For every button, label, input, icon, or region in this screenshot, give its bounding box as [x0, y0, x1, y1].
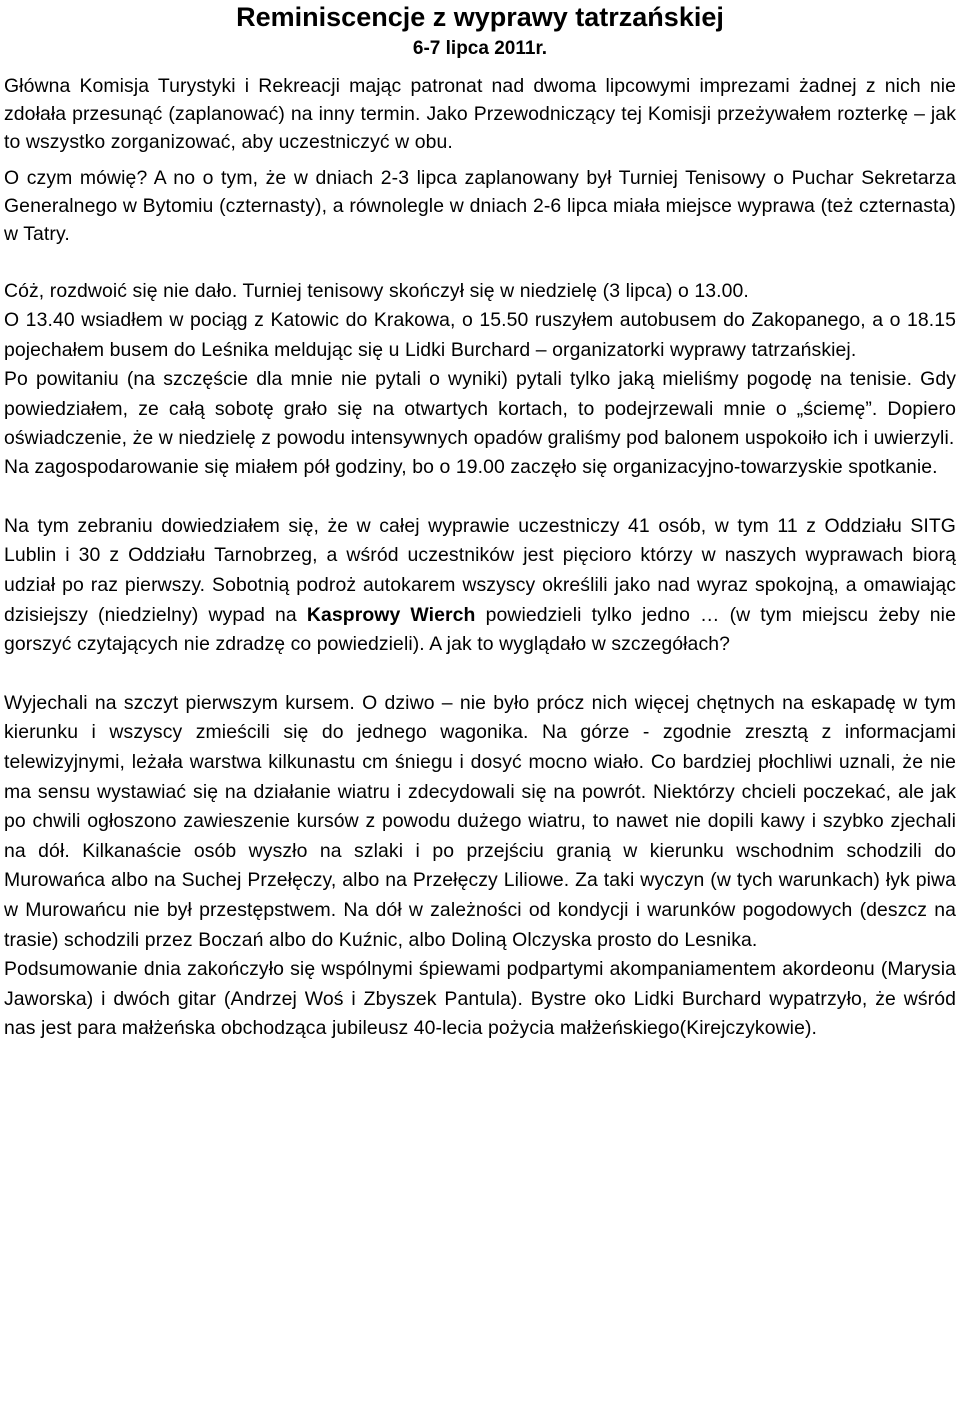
paragraph-greeting: Po powitaniu (na szczęście dla mnie nie pytali o wyniki) pytali tylko jaką mieliśmy pogodę na tenisie. Gdy powiedziałem, ze całą sobotę grało się na otwartych kortach, to podejrzewali mnie o „ściemę”. Dopiero oświadczenie, że w niedzielę z powodu intensywnych opadów graliśmy pod balonem uspokoiło ich i uwierzyli.	[4, 368, 956, 450]
gathering-text-start: Na tym zebraniu dowiedziałem się, że w całej wyprawie uczestniczy 41 osób, w tym 11 z Oddziału SITG Lublin i 30 z Oddziału Tarnobrzeg, a wśród uczestników jest pięcioro którzy w naszych wyprawach biorą udział po raz pierwszy. Sobotnią podroż autokarem wszyscy określili jako nad wyraz spokojną, a omawiając dzisiejszy (niedzielny) wypad na	[4, 514, 956, 626]
paragraph-gap	[4, 483, 956, 512]
paragraph-what: O czym mówię? A no o tym, że w dniach 2-3 lipca zaplanowany był Turniej Tenisowy o Puchar Sekretarza Generalnego w Bytomiu (czternasty), a równolegle w dniach 2-6 lipca miała miejsce wyprawa (też czternasta) w Tatry.	[4, 167, 956, 245]
paragraph-intro: Główna Komisja Turystyki i Rekreacji mając patronat nad dwoma lipcowymi imprezami żadnej z nich nie zdołała przesunąć (zaplanować) na inny termin. Jako Przewodniczący tej Komisji przeżywałem rozterkę – jak to wszystko zorganizować, aby uczestniczyć w obu.	[4, 75, 956, 153]
paragraph-gap	[4, 248, 956, 277]
paragraph-tennis-end: Cóż, rozdwoić się nie dało. Turniej tenisowy skończył się w niedzielę (3 lipca) o 13.00.	[4, 280, 749, 302]
paragraph-ascent: Wyjechali na szczyt pierwszym kursem. O dziwo – nie było prócz nich więcej chętnych na eskapadę w tym kierunku i wszyscy zmieścili się do jednego wagonika. Na górze - zgodnie zresztą z informacjami telewizyjnymi, leżała warstwa kilkunastu cm śniegu i dosyć mocno wiało. Co bardziej płochliwi uznali, że nie ma sensu wystawiać się na działanie wiatru i zdecydowali się na powrót. Niektórzy chcieli poczekać, ale jak po chwili ogłoszono zawieszenie kursów z powodu dużego wiatru, to nawet nie dopili kawy i szybko zjechali na dół. Kilkanaście osób wyszło na szlaki i po przejściu granią w kierunku wschodnim schodzili do Murowańca albo na Suchej Przełęczy, albo na Przełęczy Liliowe. Za taki wyczyn (w tych warunkach) łyk piwa w Murowańcu nie był przestępstwem. Na dół w zależności od kondycji i warunków pogodowych (deszcz na trasie) schodzili przez Boczań albo do Kuźnic, albo Doliną Olczyska prosto do Lesnika.	[4, 691, 956, 951]
paragraph-gathering	[4, 512, 956, 660]
paragraph-summary: Podsumowanie dnia zakończyło się wspólnymi śpiewami podpartymi akompaniamentem akordeonu (Marysia Jaworska) i dwóch gitar (Andrzej Woś i Zbyszek Pantula). Bystre oko Lidki Burchard wypatrzyło, że wśród nas jest para małżeńska obchodząca jubileusz 40-lecia pożycia małżeńskiego(Kirejczykowie).	[4, 958, 956, 1040]
gathering-text-end: powiedzieli tylko jedno … (w tym miejscu żeby nie gorszyć czytających nie zdradzę co powiedzieli). A jak to wyglądało w szczegółach?	[4, 603, 956, 656]
paragraph-meeting: Na zagospodarowanie się miałem pół godziny, bo o 19.00 zaczęło się organizacyjno-towarzyskie spotkanie.	[4, 456, 938, 479]
paragraph-gap	[4, 660, 956, 689]
document-date: 6-7 lipca 2011r.	[412, 38, 548, 59]
document-title: Reminiscencje z wyprawy tatrzańskiej	[236, 2, 724, 32]
paragraph-travel: O 13.40 wsiadłem w pociąg z Katowic do Krakowa, o 15.50 ruszyłem autobusem do Zakopanego, a o 18.15 pojechałem busem do Leśnika meldując się u Lidki Burchard – organizatorki wyprawy tatrzańskiej.	[4, 309, 956, 361]
kasprowy-wierch-bold: Kasprowy Wierch	[306, 603, 476, 626]
